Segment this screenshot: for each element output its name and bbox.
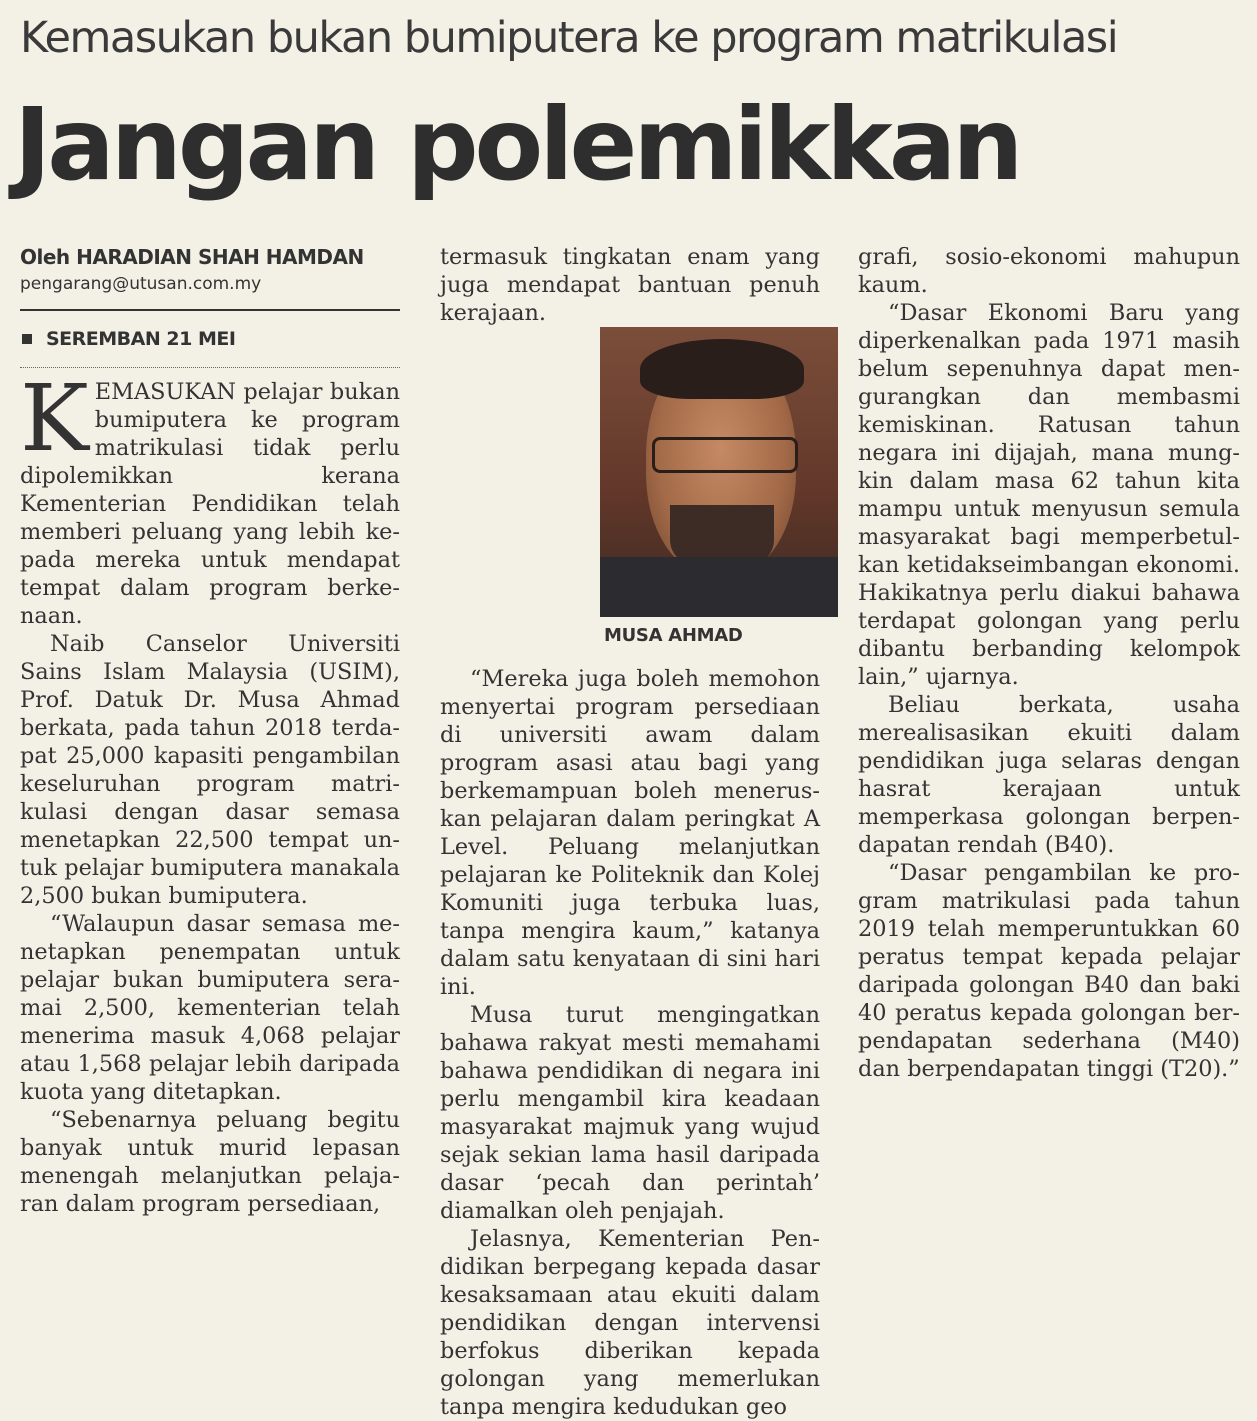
paragraph: grafi, sosio-ekonomi mahupun kaum. [858,244,1240,298]
paragraph: KEMASUKAN pelajar bukan bumiputera ke program matrikulasi tidak perlu dipolemikkan kerana Kementerian Pendidikan telah memberi peluang yang lebih kepada mereka untuk mendapat tempat dalam program berkenaan. [20,365,400,629]
paragraph: Jelasnya, Kementerian Pendidikan berpegang kepada dasar kesaksamaan atau ekuiti dalam pendidikan dengan intervensi berfokus diberikan kepada golongan yang memerlukan tanpa mengira kedudukan geo [440,1226,820,1420]
photo-block [582,327,840,665]
paragraph: “Sebenarnya peluang begitu banyak untuk murid lepasan menengah melanjutkan pelajaran dalam program persediaan, [20,1107,400,1217]
paragraph: Naib Canselor Universiti Sains Islam Malaysia (USIM), Prof. Datuk Dr. Musa Ahmad berkata, pada tahun 2018 terdapat 25,000 kapasiti pengambilan keseluruhan program matrikulasi dengan dasar semasa menetapkan 22,500 tempat untuk pelajar bumiputera manakala 2,500 bukan bumiputera. [20,631,400,909]
byline-author: Oleh HARADIAN SHAH HAMDAN [20,245,364,269]
paragraph: “Dasar Ekonomi Baru yang diperkenalkan pada 1971 masih belum sepenuhnya dapat mengurangkan dan membasmi kemiskinan. Ratusan tahun negara ini dijajah, mana mungkin dalam masa 62 tahun kita mampu untuk menyusun semula masyarakat bagi memperbetulkan ketidakseimbangan ekonomi. Hakikatnya perlu diakui bahawa terdapat golongan yang perlu dibantu berbanding kelompok lain,” ujarnya. [858,300,1240,690]
paragraph: “Walaupun dasar semasa menetapkan penempatan untuk pelajar bukan bumiputera seramai 2,500, kementerian telah menerima masuk 4,068 pelajar atau 1,568 pelajar lebih daripada kuota yang ditetapkan. [20,911,400,1105]
dropcap: K [20,365,89,472]
photo-caption: MUSA AHMAD [604,625,743,646]
dateline-text: SEREMBAN 21 MEI [46,328,236,350]
headline: Jangan polemikkan [14,86,1020,203]
paragraph: “Dasar pengambilan ke program matrikulasi pada tahun 2019 telah memperuntukkan 60 peratus tempat kepada pelajar daripada golongan B40 dan baki 40 peratus kepada golongan berpendapatan sederhana (M40) dan berpendapatan tinggi (T20).” [858,860,1240,1082]
portrait-photo [600,327,838,617]
byline-email: pengarang@utusan.com.my [20,274,262,294]
paragraph: “Mereka juga boleh memohon menyertai program persediaan di universiti awam dalam program asasi atau bagi yang berkemampuan boleh meneruskan pelajaran dalam peringkat A Level. Peluang melanjutkan pelajaran ke Politeknik dan Kolej Komuniti juga terbuka luas, tanpa mengira kaum,” katanya dalam satu kenyataan di sini hari ini. [440,666,820,1000]
article-column-1 [20,243,400,1218]
kicker: Kemasukan bukan bumiputera ke program matrikulasi [20,13,1118,63]
divider [20,309,400,311]
paragraph: termasuk tingkatan enam yang juga mendapat bantuan penuh kerajaan. [440,244,820,326]
article-column-2 [440,243,820,1421]
dateline [20,325,400,353]
article-column-3 [858,243,1240,1083]
square-bullet-icon [22,334,32,344]
paragraph: Musa turut mengingatkan bahawa rakyat mesti memahami bahawa pendidikan di negara ini perlu mengambil kira keadaan masyarakat majmuk yang wujud sejak sekian lama hasil daripada dasar ‘pecah dan perintah’ diamalkan oleh penjajah. [440,1002,820,1224]
paragraph: Beliau berkata, usaha merealisasikan ekuiti dalam pendidikan juga selaras dengan hasrat kerajaan untuk memperkasa golongan berpendapatan rendah (B40). [858,692,1240,858]
